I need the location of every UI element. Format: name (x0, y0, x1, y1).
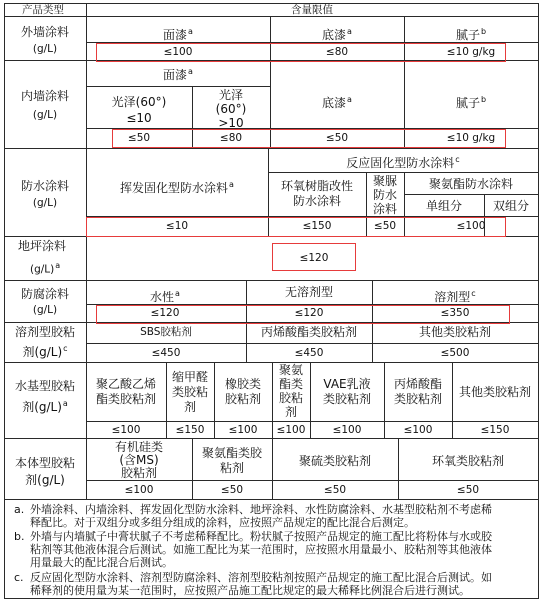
solvent-adhesive-other: 其他类胶粘剂 (418, 325, 492, 339)
anticorr-waterborne-value: ≤120 (150, 307, 180, 319)
water-adhesive-pu-b: 酯类 (278, 377, 304, 391)
waterproof-epoxy: 环氧树脂改性 (280, 179, 354, 193)
interior-gloss-gt-10-b: (60°) (215, 102, 247, 116)
exterior-unit: (g/L) (32, 43, 58, 55)
highlight-box (96, 305, 510, 324)
bulk-adhesive-pu-value: ≤50 (220, 484, 244, 496)
waterproof-reactive: 反应固化型防水涂料$^c$ (346, 155, 460, 170)
water-adhesive-label: 水基型胶粘 (14, 379, 76, 393)
waterproof-label: 防水涂料 (20, 179, 70, 193)
water-adhesive-pu-c: 胶粘 (278, 391, 304, 405)
footnote-b: b. 外墙与内墙腻子中膏状腻子不考虑稀释配比。粉状腻子按照产品规定的施工配比将粉体与水或胶 粘剂等其他液体混合后测试。如施工配比为某一范围时，应按照水用量最小、胶粘剂等其他液体 用量最大的配比混合后测试。 (14, 530, 492, 569)
water-adhesive-pvac: 聚乙酸乙烯 (95, 377, 157, 391)
table-line (86, 421, 539, 422)
waterproof-epoxy-b: 防水涂料 (292, 194, 342, 208)
bulk-adhesive-label: 本体型胶粘 (14, 456, 76, 470)
bulk-adhesive-polysulfide-value: ≤50 (323, 484, 347, 496)
interior-gloss-gt-10-c: >10 (218, 116, 244, 130)
anticorr-solvent-value: ≤350 (440, 307, 470, 319)
water-adhesive-uf-b: 类胶粘 (171, 385, 209, 399)
table-line (86, 480, 539, 481)
anticorr-solventfree-value: ≤120 (294, 307, 324, 319)
table-line (192, 438, 193, 499)
table-line (272, 438, 273, 499)
table-line (4, 3, 5, 598)
highlight-box (272, 243, 356, 271)
interior-gloss-le-10: 光泽(60°) (111, 95, 167, 109)
table-line (384, 362, 385, 438)
waterproof-pu: 聚氨酯防水涂料 (428, 177, 514, 191)
solvent-adhesive-sbs: SBS胶粘剂 (140, 326, 192, 338)
exterior-primer: 底漆$^a$ (322, 27, 352, 42)
table-line (310, 362, 311, 438)
water-adhesive-rubber: 橡胶类 (224, 377, 262, 391)
header-content-limit: 含量限值 (291, 4, 333, 16)
waterproof-polyurea-value: ≤50 (373, 220, 397, 232)
water-adhesive-vae: VAE乳液 (323, 377, 371, 391)
waterproof-polyurea-b: 防水 (372, 188, 398, 202)
solvent-adhesive-acrylate: 丙烯酸酯类胶粘剂 (260, 325, 358, 339)
water-adhesive-unit: 剂$(g/L)^a$ (22, 399, 68, 414)
table-line (166, 362, 167, 438)
waterproof-volatile: 挥发固化型防水涂料$^a$ (120, 180, 234, 195)
exterior-topcoat: 面漆$^a$ (163, 27, 193, 42)
table-line (214, 362, 215, 438)
highlight-box (96, 43, 506, 62)
water-adhesive-pu: 聚氨 (278, 363, 304, 377)
table-line (86, 343, 539, 344)
floor-unit: $(g/L)^a$ (30, 261, 61, 276)
water-adhesive-pvac-value: ≤100 (111, 424, 141, 436)
floor-value: ≤120 (299, 252, 329, 264)
water-adhesive-other: 其他类胶粘剂 (458, 385, 532, 399)
bulk-adhesive-pu: 聚氨酯类胶 (201, 446, 263, 460)
bulk-adhesive-epoxy-value: ≤50 (456, 484, 480, 496)
interior-putty: 腻子$^b$ (455, 95, 487, 110)
interior-gloss-gt-value: ≤80 (219, 132, 243, 144)
anticorr-solvent: 溶剂型$^c$ (434, 289, 476, 304)
table-line (538, 3, 539, 598)
anticorr-waterborne: 水性$^a$ (150, 289, 180, 304)
table-line (4, 3, 539, 4)
bulk-adhesive-pu-b: 粘剂 (219, 461, 245, 475)
highlight-box (86, 217, 506, 237)
waterproof-pu-single: 单组分 (425, 199, 463, 213)
anticorr-label: 防腐涂料 (20, 287, 70, 301)
table-line (452, 362, 453, 438)
bulk-adhesive-silicone: 有机硅类 (114, 440, 164, 454)
bulk-adhesive-epoxy: 环氧类胶粘剂 (431, 454, 505, 468)
exterior-label: 外墙涂料 (20, 25, 70, 39)
interior-unit: (g/L) (32, 109, 58, 121)
anticorr-solventfree: 无溶剂型 (284, 285, 334, 299)
water-adhesive-other-value: ≤150 (480, 424, 510, 436)
water-adhesive-uf-c: 剂 (183, 400, 197, 414)
table-line (4, 280, 539, 281)
water-adhesive-uf: 缩甲醛 (171, 370, 209, 384)
water-adhesive-pvac-b: 酯类胶粘剂 (95, 392, 157, 406)
interior-putty-value: ≤10 g/kg (446, 132, 496, 144)
water-adhesive-uf-value: ≤150 (175, 424, 205, 436)
header-product-type: 产品类型 (22, 4, 64, 16)
interior-gloss-le-10-b: ≤10 (126, 111, 152, 125)
water-adhesive-pu-value: ≤100 (276, 424, 306, 436)
bulk-adhesive-silicone-b: (含MS) (119, 453, 159, 467)
solvent-adhesive-other-value: ≤500 (440, 347, 470, 359)
waterproof-unit: (g/L) (32, 197, 58, 209)
table-line (4, 16, 539, 17)
bulk-adhesive-unit: 剂(g/L) (25, 473, 65, 487)
water-adhesive-acrylate-value: ≤100 (403, 424, 433, 436)
exterior-putty: 腻子$^b$ (455, 27, 487, 42)
table-line (272, 362, 273, 438)
waterproof-pu-value: ≤100 (456, 220, 486, 232)
waterproof-epoxy-value: ≤150 (302, 220, 332, 232)
waterproof-pu-double: 双组分 (492, 199, 530, 213)
interior-primer: 底漆$^a$ (322, 95, 352, 110)
water-adhesive-pu-d: 剂 (284, 405, 298, 419)
interior-label: 内墙涂料 (20, 89, 70, 103)
interior-topcoat: 面漆$^a$ (163, 67, 193, 82)
exterior-primer-value: ≤80 (325, 46, 349, 58)
water-adhesive-vae-value: ≤100 (332, 424, 362, 436)
water-adhesive-rubber-value: ≤100 (228, 424, 258, 436)
floor-label: 地坪涂料 (18, 239, 67, 253)
water-adhesive-vae-b: 类胶粘剂 (322, 392, 372, 406)
table-line (4, 598, 539, 599)
table-line (86, 86, 270, 87)
table-line (4, 499, 539, 500)
exterior-topcoat-value: ≤100 (163, 46, 193, 58)
interior-gloss-le-value: ≤50 (127, 132, 151, 144)
solvent-adhesive-label: 溶剂型胶粘 (14, 325, 76, 339)
table-line (246, 322, 247, 362)
bulk-adhesive-silicone-value: ≤100 (124, 484, 154, 496)
table-line (398, 438, 399, 499)
bulk-adhesive-silicone-c: 胶粘剂 (120, 466, 158, 480)
water-adhesive-acrylate: 丙烯酸酯 (393, 377, 443, 391)
waterproof-volatile-value: ≤10 (165, 220, 189, 232)
interior-primer-value: ≤50 (325, 132, 349, 144)
solvent-adhesive-unit: 剂$(g/L)^c$ (22, 344, 68, 359)
interior-gloss-gt-10: 光泽 (218, 88, 244, 102)
table-line (404, 194, 539, 195)
exterior-putty-value: ≤10 g/kg (446, 46, 496, 58)
waterproof-polyurea: 聚脲 (372, 174, 398, 188)
highlight-box (112, 129, 506, 148)
footnote-c: c. 反应固化型防水涂料、溶剂型防腐涂料、溶剂型胶粘剂按照产品规定的施工配比混合后测试。如 稀释剂的使用量为某一范围时，应按照产品施工配比规定的最大稀释比例混合后进行测试。 (14, 571, 492, 597)
water-adhesive-acrylate-b: 类胶粘剂 (393, 392, 443, 406)
anticorr-unit: (g/L) (32, 304, 58, 316)
bulk-adhesive-polysulfide: 聚硫类胶粘剂 (298, 454, 372, 468)
footnote-a: a. 外墙涂料、内墙涂料、挥发固化型防水涂料、地坪涂料、水性防腐涂料、水基型胶粘剂不考虑稀 释配比。对于双组分或多组分组成的涂料，应按照产品规定的配比混合后测定。 (14, 503, 492, 529)
table-line (4, 148, 539, 149)
waterproof-polyurea-c: 涂料 (372, 202, 398, 216)
table-line (372, 322, 373, 362)
solvent-adhesive-sbs-value: ≤450 (151, 347, 181, 359)
water-adhesive-rubber-b: 胶粘剂 (224, 392, 262, 406)
table-line (86, 3, 87, 499)
solvent-adhesive-acrylate-value: ≤450 (294, 347, 324, 359)
